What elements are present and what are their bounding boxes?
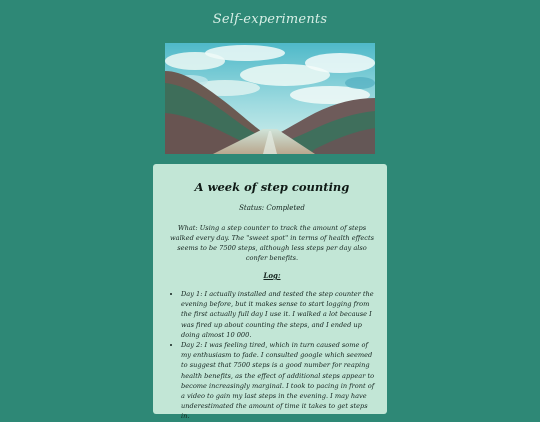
hero-image — [165, 43, 375, 154]
post-title: A week of step counting — [194, 180, 350, 194]
log-list — [167, 289, 377, 422]
log-heading: Log: — [263, 271, 281, 280]
site-title[interactable]: Self-experiments — [212, 12, 328, 27]
status-text: Status: Completed — [239, 204, 305, 212]
post-card — [153, 164, 387, 421]
log-entry: • Day 1: I actually installed and tested the step counter the evening before, but it makes sense to start logging from the first actually full day I use it. I walked a lot because I was fired up about counting the steps, and I ended up doing almost 10 000. — [181, 289, 377, 340]
log-entry: • Day 2: I was feeling tired, which in turn caused some of my enthusiasm to fade. I consulted google which seemed to suggest that 7500 steps is a good number for reaping health benefits, as the effect of additional steps appear to become increasingly marginal. I took to pacing in front of a video to gain my last steps in the evening. I may have underestimated the amount of time it takes to get steps in. — [181, 340, 377, 422]
what-description: What: Using a step counter to track the amount of steps walked every day. The "sweet spot" in terms of health effects seems to be 7500 steps, although less steps per day also confer benefits. — [170, 224, 374, 262]
